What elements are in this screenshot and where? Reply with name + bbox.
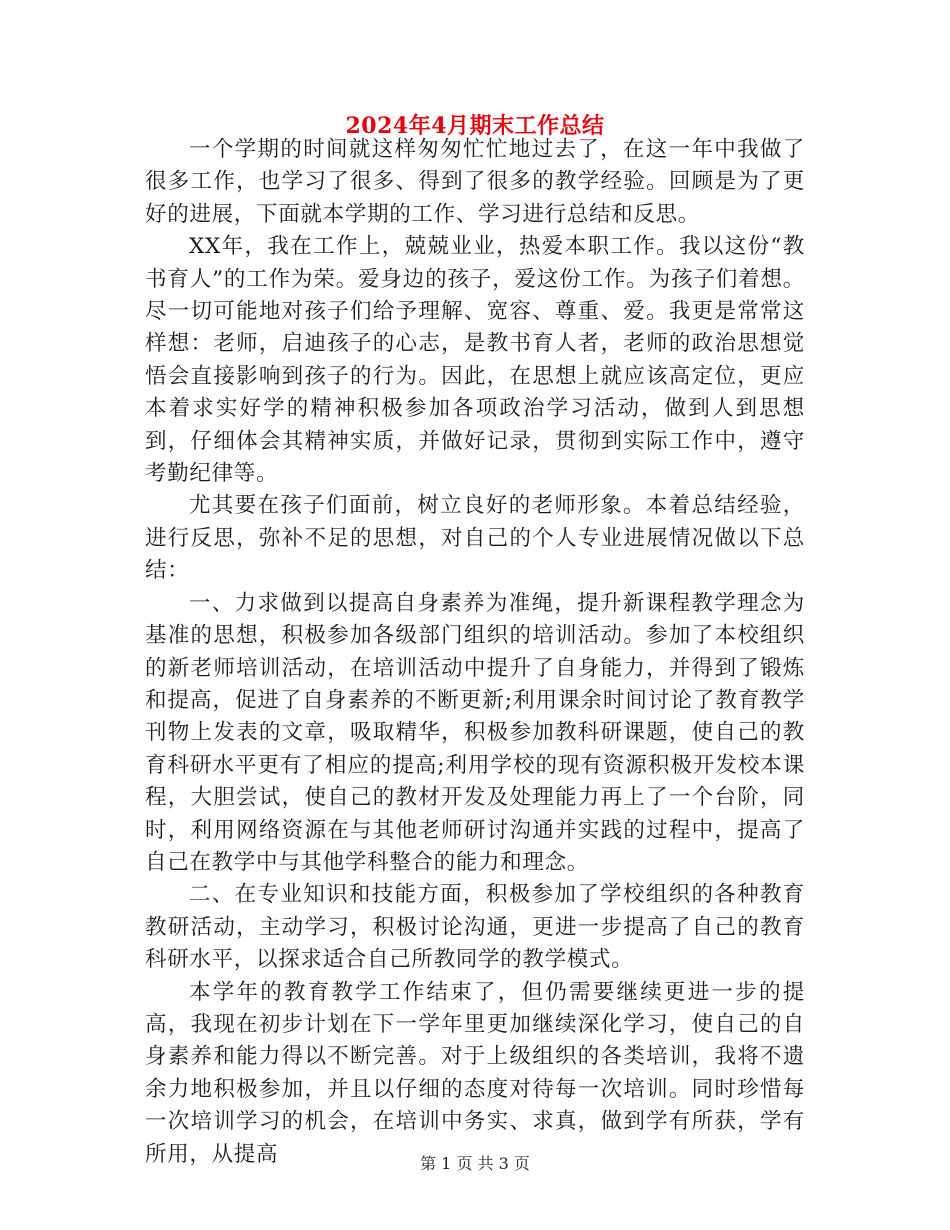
paragraph: 尤其要在孩子们面前，树立良好的老师形象。本着总结经验，进行反思，弥补不足的思想，对自己的个人专业进展情况做以下总结： bbox=[145, 493, 805, 584]
paragraph: 一个学期的时间就这样匆匆忙忙地过去了，在这一年中我做了很多工作，也学习了很多、得到了很多的教学经验。回顾是为了更好的进展，下面就本学期的工作、学习进行总结和反思。 bbox=[145, 137, 805, 227]
document-title: 2024年4月期末工作总结 bbox=[345, 113, 605, 139]
paragraph: 本学年的教育教学工作结束了，但仍需要继续更进一步的提高，我现在初步计划在下一学年里更加继续深化学习，使自己的自身素养和能力得以不断完善。对于上级组织的各类培训，我将不遗余力地积极参加，并且以仔细的态度对待每一次培训。同时珍惜每一次培训学习的机会，在培训中务实、求真，做到学有所获，学有所用，从提高 bbox=[145, 979, 805, 1167]
paragraph: 二、在专业知识和技能方面，积极参加了学校组织的各种教育教研活动，主动学习，积极讨论沟通，更进一步提高了自己的教育科研水平，以探求适合自己所教同学的教学模式。 bbox=[145, 882, 805, 973]
paragraph: XX年，我在工作上，兢兢业业，热爱本职工作。我以这份“教书育人”的工作为荣。爱身边的孩子，爱这份工作。为孩子们着想。尽一切可能地对孩子们给予理解、宽容、尊重、爱。我更是常常这样想：老师，启迪孩子的心志，是教书育人者，老师的政治思想觉悟会直接影响到孩子的行为。因此，在思想上就应该高定位，更应本着求实好学的精神积极参加各项政治学习活动，做到人到思想到，仔细体会其精神实质，并做好记录，贯彻到实际工作中，遵守考勤纪律等。 bbox=[145, 234, 805, 487]
page-footer: 第 1 页 共 3 页 bbox=[420, 1154, 530, 1173]
paragraph: 一、力求做到以提高自身素养为准绳，提升新课程教学理念为基准的思想，积极参加各级部门组织的培训活动。参加了本校组织的新老师培训活动，在培训活动中提升了自身能力，并得到了锻炼和提高，促进了自身素养的不断更新;利用课余时间讨论了教育教学刊物上发表的文章，吸取精华，积极参加教科研课题，使自己的教育科研水平更有了相应的提高;利用学校的现有资源积极开发校本课程，大胆尝试，使自己的教材开发及处理能力再上了一个台阶，同时，利用网络资源在与其他老师研讨沟通并实践的过程中，提高了自己在教学中与其他学科整合的能力和理念。 bbox=[145, 590, 805, 875]
document-body bbox=[145, 134, 805, 1171]
